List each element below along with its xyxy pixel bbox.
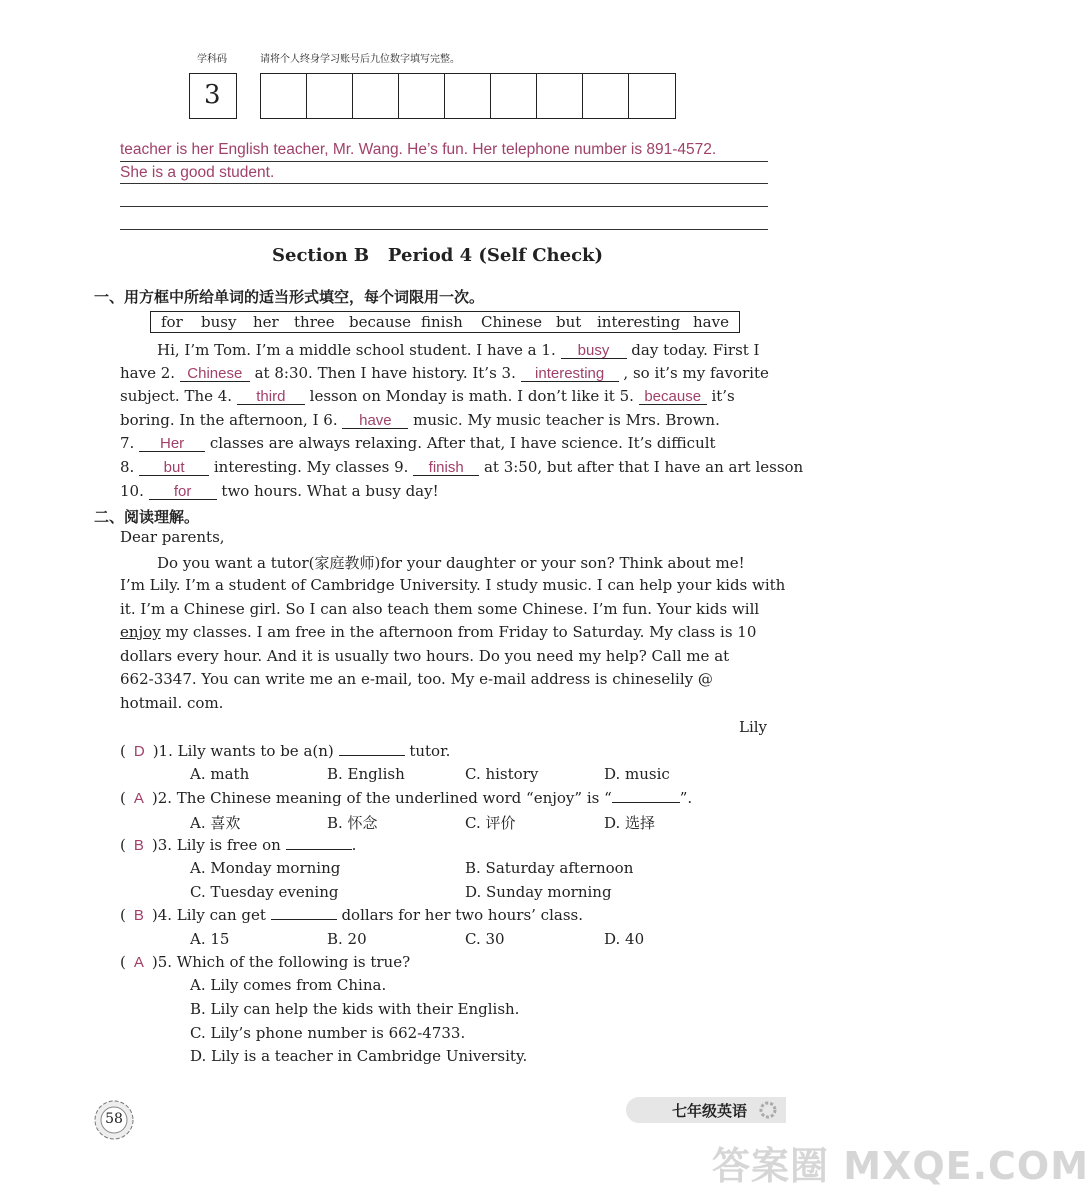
letter-line-1: Do you want a tutor(家庭教师)for your daughter or your son? Think about me! (157, 554, 745, 572)
letter-line-2: I’m Lily. I’m a student of Cambridge University. I study music. I can help your kids with (120, 576, 786, 594)
letter-greeting: Dear parents, (120, 528, 225, 546)
q4-option-a[interactable]: A. 15 (190, 930, 230, 948)
q3-option-b[interactable]: B. Saturday afternoon (465, 859, 634, 877)
question-2: ( A )2. The Chinese meaning of the underlined word “enjoy” is “ ”. (120, 789, 693, 807)
writing-line (120, 161, 768, 162)
q1-option-a[interactable]: A. math (190, 765, 250, 783)
q1-option-d[interactable]: D. music (604, 765, 670, 783)
part2-heading: 二、阅读理解。 (94, 508, 200, 526)
answer-blank-10[interactable]: for (149, 484, 217, 500)
subject-code-box (189, 73, 237, 119)
account-instruction: 请将个人终身学习账号后九位数字填写完整。 (260, 54, 460, 65)
question-1: ( D )1. Lily wants to be a(n) tutor. (120, 742, 451, 760)
letter-line-7: hotmail. com. (120, 694, 224, 712)
letter-line-5: dollars every hour. And it is usually two hours. Do you need my help? Call me at (120, 647, 730, 665)
subject-code-value: 3 (204, 80, 221, 110)
answer-blank-3[interactable]: interesting (521, 366, 619, 382)
page-number-badge (92, 1098, 136, 1142)
question-3-blank[interactable] (286, 849, 352, 850)
passage-line-6: 8. but interesting. My classes 9. finish at 3:50, but after that I have an art lesson (120, 458, 804, 476)
word-bank-item: but (556, 313, 582, 331)
account-number-grid[interactable] (260, 73, 676, 119)
q4-option-c[interactable]: C. 30 (465, 930, 505, 948)
answer-blank-9[interactable]: finish (413, 460, 479, 476)
passage-line-7: 10. for two hours. What a busy day! (120, 482, 439, 500)
q5-option-b[interactable]: B. Lily can help the kids with their English. (190, 1000, 520, 1018)
answer-blank-1[interactable]: busy (561, 343, 627, 359)
handwritten-answer-line-1: teacher is her English teacher, Mr. Wang. He’s fun. Her telephone number is 891-4572. (120, 141, 717, 158)
answer-choice-1: D (133, 743, 145, 760)
letter-line-3: it. I’m a Chinese girl. So I can also teach them some Chinese. I’m fun. Your kids will (120, 600, 760, 618)
page-number: 58 (105, 1111, 123, 1127)
answer-choice-3: B (133, 837, 144, 854)
letter-signature: Lily (739, 718, 768, 736)
question-5: ( A )5. Which of the following is true? (120, 953, 411, 971)
letter-line-6: 662-3347. You can write me an e-mail, too. My e-mail address is chineselily @ (120, 670, 713, 688)
q3-option-d[interactable]: D. Sunday morning (465, 883, 612, 901)
passage-line-2: have 2. Chinese at 8:30. Then I have history. It’s 3. interesting , so it’s my favorite (120, 364, 769, 382)
passage-line-3: subject. The 4. third lesson on Monday is math. I don’t like it 5. because it’s (120, 387, 735, 405)
word-bank-item: interesting (597, 313, 681, 331)
passage-line-1: Hi, I’m Tom. I’m a middle school student. I have a 1. busy day today. First I (157, 341, 760, 359)
q2-option-a[interactable]: A. 喜欢 (190, 814, 241, 832)
word-bank-item: for (161, 313, 183, 331)
answer-blank-5[interactable]: because (639, 389, 707, 405)
word-bank-item: finish (421, 313, 463, 331)
writing-line (120, 206, 768, 207)
answer-blank-6[interactable]: have (342, 413, 408, 429)
word-bank-item: three (294, 313, 335, 331)
handwritten-answer-line-2: She is a good student. (120, 164, 275, 181)
word-bank-item: her (253, 313, 279, 331)
underlined-word-enjoy: enjoy (120, 623, 161, 641)
q5-option-c[interactable]: C. Lily’s phone number is 662-4733. (190, 1024, 466, 1042)
gear-icon (758, 1100, 778, 1120)
word-bank-item: because (349, 313, 412, 331)
answer-choice-5: A (133, 954, 144, 971)
passage-line-5: 7. Her classes are always relaxing. After that, I have science. It’s difficult (120, 434, 716, 452)
site-watermark: 答案圈 MXQE.COM (712, 1144, 1089, 1188)
answer-blank-8[interactable]: but (139, 460, 209, 476)
part1-heading: 一、用方框中所给单词的适当形式填空，每个词限用一次。 (94, 288, 485, 306)
q2-option-b[interactable]: B. 怀念 (327, 814, 378, 832)
q1-option-b[interactable]: B. English (327, 765, 405, 783)
word-bank-item: have (693, 313, 729, 331)
question-3: ( B )3. Lily is free on . (120, 836, 357, 854)
q2-option-d[interactable]: D. 选择 (604, 814, 656, 832)
subject-code-label: 学科码 (197, 54, 227, 65)
answer-blank-2[interactable]: Chinese (180, 366, 250, 382)
answer-choice-4: B (133, 907, 144, 924)
writing-line (120, 229, 768, 230)
writing-line (120, 183, 768, 184)
question-4: ( B )4. Lily can get dollars for her two hours’ class. (120, 906, 583, 924)
q1-option-c[interactable]: C. history (465, 765, 539, 783)
letter-line-4: enjoy my classes. I am free in the afternoon from Friday to Saturday. My class is 10 (120, 623, 757, 641)
q2-option-c[interactable]: C. 评价 (465, 814, 516, 832)
word-bank-box (150, 311, 740, 333)
question-4-blank[interactable] (271, 919, 337, 920)
question-1-blank[interactable] (339, 755, 405, 756)
question-2-blank[interactable] (612, 802, 680, 803)
answer-blank-4[interactable]: third (237, 389, 305, 405)
q3-option-c[interactable]: C. Tuesday evening (190, 883, 339, 901)
book-label: 七年级英语 (672, 1102, 748, 1120)
q5-option-a[interactable]: A. Lily comes from China. (190, 976, 387, 994)
q4-option-b[interactable]: B. 20 (327, 930, 367, 948)
q5-option-d[interactable]: D. Lily is a teacher in Cambridge University. (190, 1047, 528, 1065)
q3-option-a[interactable]: A. Monday morning (190, 859, 341, 877)
passage-line-4: boring. In the afternoon, I 6. have music. My music teacher is Mrs. Brown. (120, 411, 720, 429)
q4-option-d[interactable]: D. 40 (604, 930, 645, 948)
word-bank-item: Chinese (481, 313, 543, 331)
answer-blank-7[interactable]: Her (139, 436, 205, 452)
word-bank-item: busy (201, 313, 237, 331)
answer-choice-2: A (133, 790, 144, 807)
section-title: Section B Period 4 (Self Check) (272, 245, 604, 266)
